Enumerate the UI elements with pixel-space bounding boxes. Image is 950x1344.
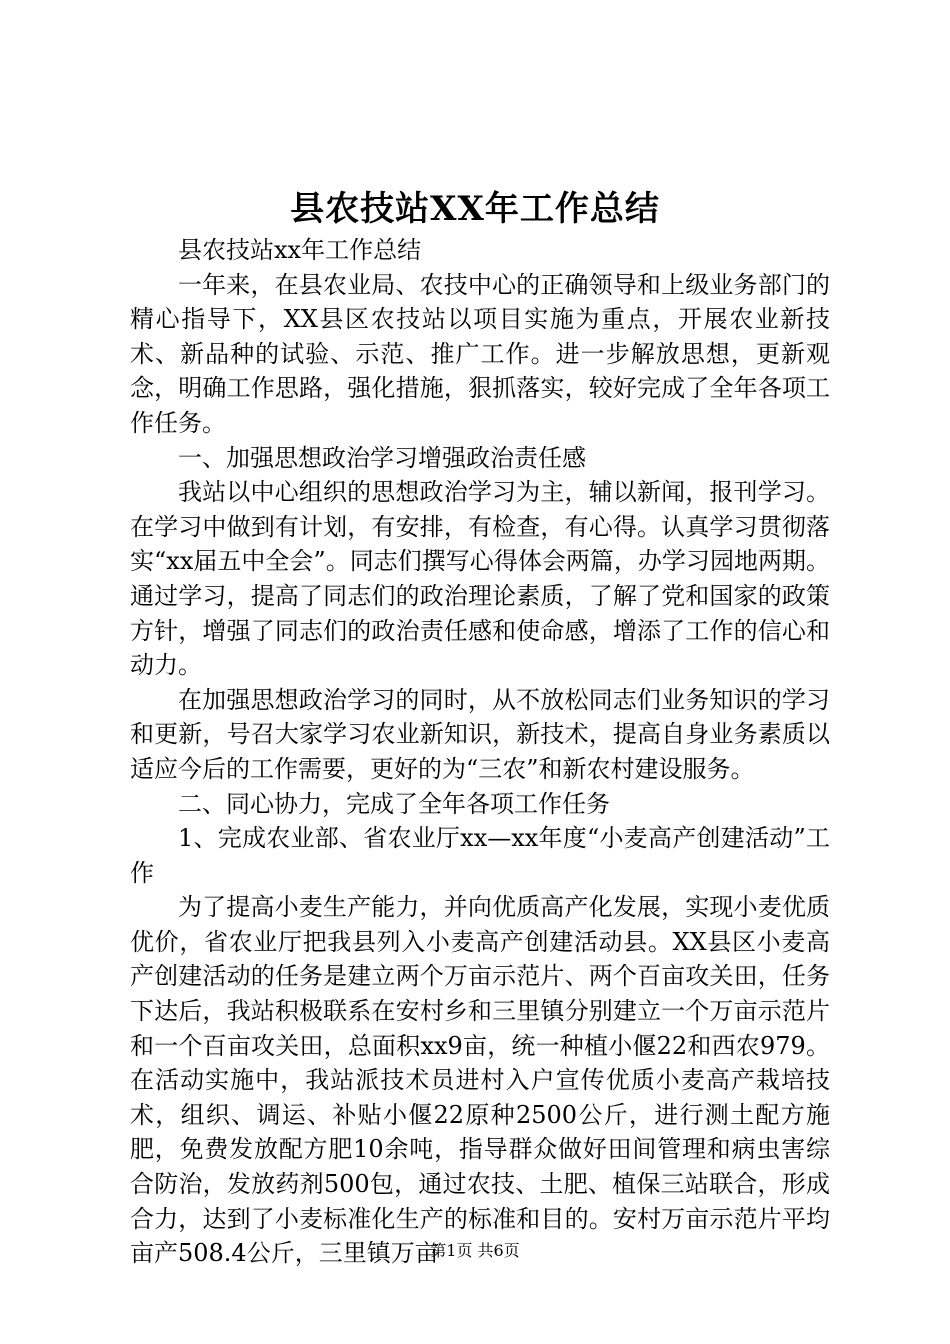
document-title: 县农技站XX年工作总结 bbox=[290, 189, 660, 229]
paragraph-business-study: 在加强思想政治学习的同时，从不放松同志们业务知识的学习和更新，号召大家学习农业新知识，新技术，提高自身业务素质以适应今后的工作需要，更好的为“三农”和新农村建设服务。 bbox=[130, 685, 830, 783]
page-footer: 第1页 共6页 bbox=[430, 1241, 520, 1260]
paragraph-study: 我站以中心组织的思想政治学习为主，辅以新闻，报刊学习。在学习中做到有计划，有安排，有检查，有心得。认真学习贯彻落实“xx届五中全会”。同志们撰写心得体会两篇，办学习园地两期。通过学习，提高了同志们的政治理论素质，了解了党和国家的政策方针，增强了同志们的政治责任感和使命感，增添了工作的信心和动力。 bbox=[130, 478, 830, 680]
paragraph-subtitle: 县农技站xx年工作总结 bbox=[178, 236, 422, 264]
section-heading-2: 二、同心协力，完成了全年各项工作任务 bbox=[178, 789, 610, 818]
document-body bbox=[130, 233, 830, 1271]
paragraph-intro: 一年来，在县农业局、农技中心的正确领导和上级业务部门的精心指导下，XX县区农技站以项目实施为重点，开展农业新技术、新品种的试验、示范、推广工作。进一步解放思想，更新观念，明确工作思路，强化措施，狠抓落实，较好完成了全年各项工作任务。 bbox=[130, 270, 830, 437]
section-heading-1: 一、加强思想政治学习增强政治责任感 bbox=[178, 443, 586, 472]
subsection-heading-1: 1、完成农业部、省农业厅xx—xx年度“小麦高产创建活动”工作 bbox=[130, 824, 830, 887]
paragraph-wheat: 为了提高小麦生产能力，并向优质高产化发展，实现小麦优质优价，省农业厅把我县列入小麦高产创建活动县。XX县区小麦高产创建活动的任务是建立两个万亩示范片、两个百亩攻关田，任务下达后，我站积极联系在安村乡和三里镇分别建立一个万亩示范片和一个百亩攻关田，总面积xx9亩，统一种植小偃22和西农979。在活动实施中，我站派技术员进村入户宣传优质小麦高产栽培技术，组织、调运、补贴小偃22原种2500公斤，进行测土配方施肥，免费发放配方肥10余吨，指导群众做好田间管理和病虫害综合防治，发放药剂500包，通过农技、土肥、植保三站联合，形成合力，达到了小麦标准化生产的标准和目的。安村万亩示范片平均亩产508.4公斤，三里镇万亩 bbox=[130, 893, 830, 1268]
